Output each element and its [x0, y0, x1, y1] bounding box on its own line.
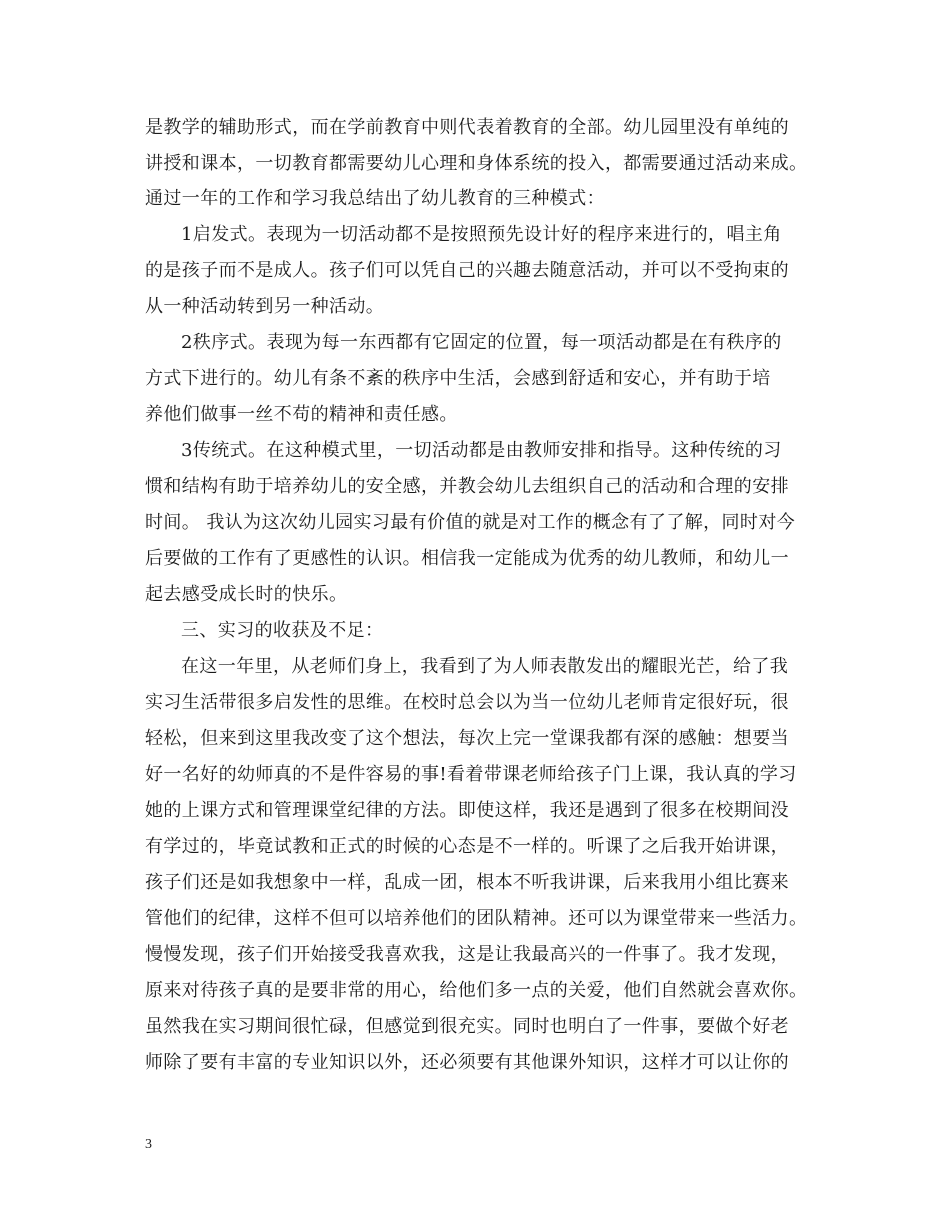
text-line: 好一名好的幼师真的不是件容易的事!看着带课老师给孩子门上课，我认真的学习 — [145, 764, 797, 785]
text-line: 她的上课方式和管理课堂纪律的方法。即使这样，我还是遇到了很多在校期间没 — [145, 800, 789, 821]
text-line: 方式下进行的。幼儿有条不紊的秩序中生活，会感到舒适和安心，并有助于培 — [145, 368, 771, 389]
text-line: 起去感受成长时的快乐。 — [145, 584, 348, 605]
text-line: 养他们做事一丝不苟的精神和责任感。 — [145, 404, 458, 425]
text-line: 惯和结构有助于培养幼儿的安全感，并教会幼儿去组织自己的活动和合理的安排 — [145, 476, 789, 497]
section-heading: 三、实习的收获及不足： — [181, 620, 384, 641]
text-line: 实习生活带很多启发性的思维。在校时总会以为当一位幼儿老师肯定很好玩，很 — [145, 692, 789, 713]
text-line: 孩子们还是如我想象中一样，乱成一团，根本不听我讲课，后来我用小组比赛来 — [145, 872, 789, 893]
text-line: 慢慢发现，孩子们开始接受我喜欢我，这是让我最高兴的一件事了。我才发现， — [145, 944, 789, 965]
text-line: 通过一年的工作和学习我总结出了幼儿教育的三种模式： — [145, 188, 605, 209]
text-line: 讲授和课本，一切教育都需要幼儿心理和身体系统的投入，都需要通过活动来成。 — [145, 153, 808, 174]
text-line: 虽然我在实习期间很忙碌，但感觉到很充实。同时也明白了一件事，要做个好老 — [145, 1016, 789, 1037]
text-line: 从一种活动转到另一种活动。 — [145, 296, 385, 317]
page-number: 3 — [145, 1137, 152, 1152]
text-line: 管他们的纪律，这样不但可以培养他们的团队精神。还可以为课堂带来一些活力。 — [145, 908, 808, 929]
text-line: 3传统式。在这种模式里，一切活动都是由教师安排和指导。这种传统的习 — [181, 440, 782, 461]
text-line: 有学过的，毕竟试教和正式的时候的心态是不一样的。听课了之后我开始讲课， — [145, 836, 789, 857]
text-line: 轻松，但来到这里我改变了这个想法，每次上完一堂课我都有深的感触：想要当 — [145, 728, 789, 749]
text-line: 后要做的工作有了更感性的认识。相信我一定能成为优秀的幼儿教师，和幼儿一 — [145, 548, 789, 569]
text-line: 的是孩子而不是成人。孩子们可以凭自己的兴趣去随意活动，并可以不受拘束的 — [145, 260, 789, 281]
text-line: 原来对待孩子真的是要非常的用心，给他们多一点的关爱，他们自然就会喜欢你。 — [145, 980, 808, 1001]
text-line: 在这一年里，从老师们身上，我看到了为人师表散发出的耀眼光芒，给了我 — [181, 656, 789, 677]
text-line: 时间。 我认为这次幼儿园实习最有价值的就是对工作的概念有了了解，同时对今 — [145, 512, 796, 533]
text-line: 2秩序式。表现为每一东西都有它固定的位置，每一项活动都是在有秩序的 — [181, 332, 782, 353]
text-line: 1启发式。表现为一切活动都不是按照预先设计好的程序来进行的，唱主角 — [181, 224, 782, 245]
text-line: 师除了要有丰富的专业知识以外，还必须要有其他课外知识，这样才可以让你的 — [145, 1052, 789, 1073]
text-line: 是教学的辅助形式，而在学前教育中则代表着教育的全部。幼儿园里没有单纯的 — [145, 117, 789, 138]
